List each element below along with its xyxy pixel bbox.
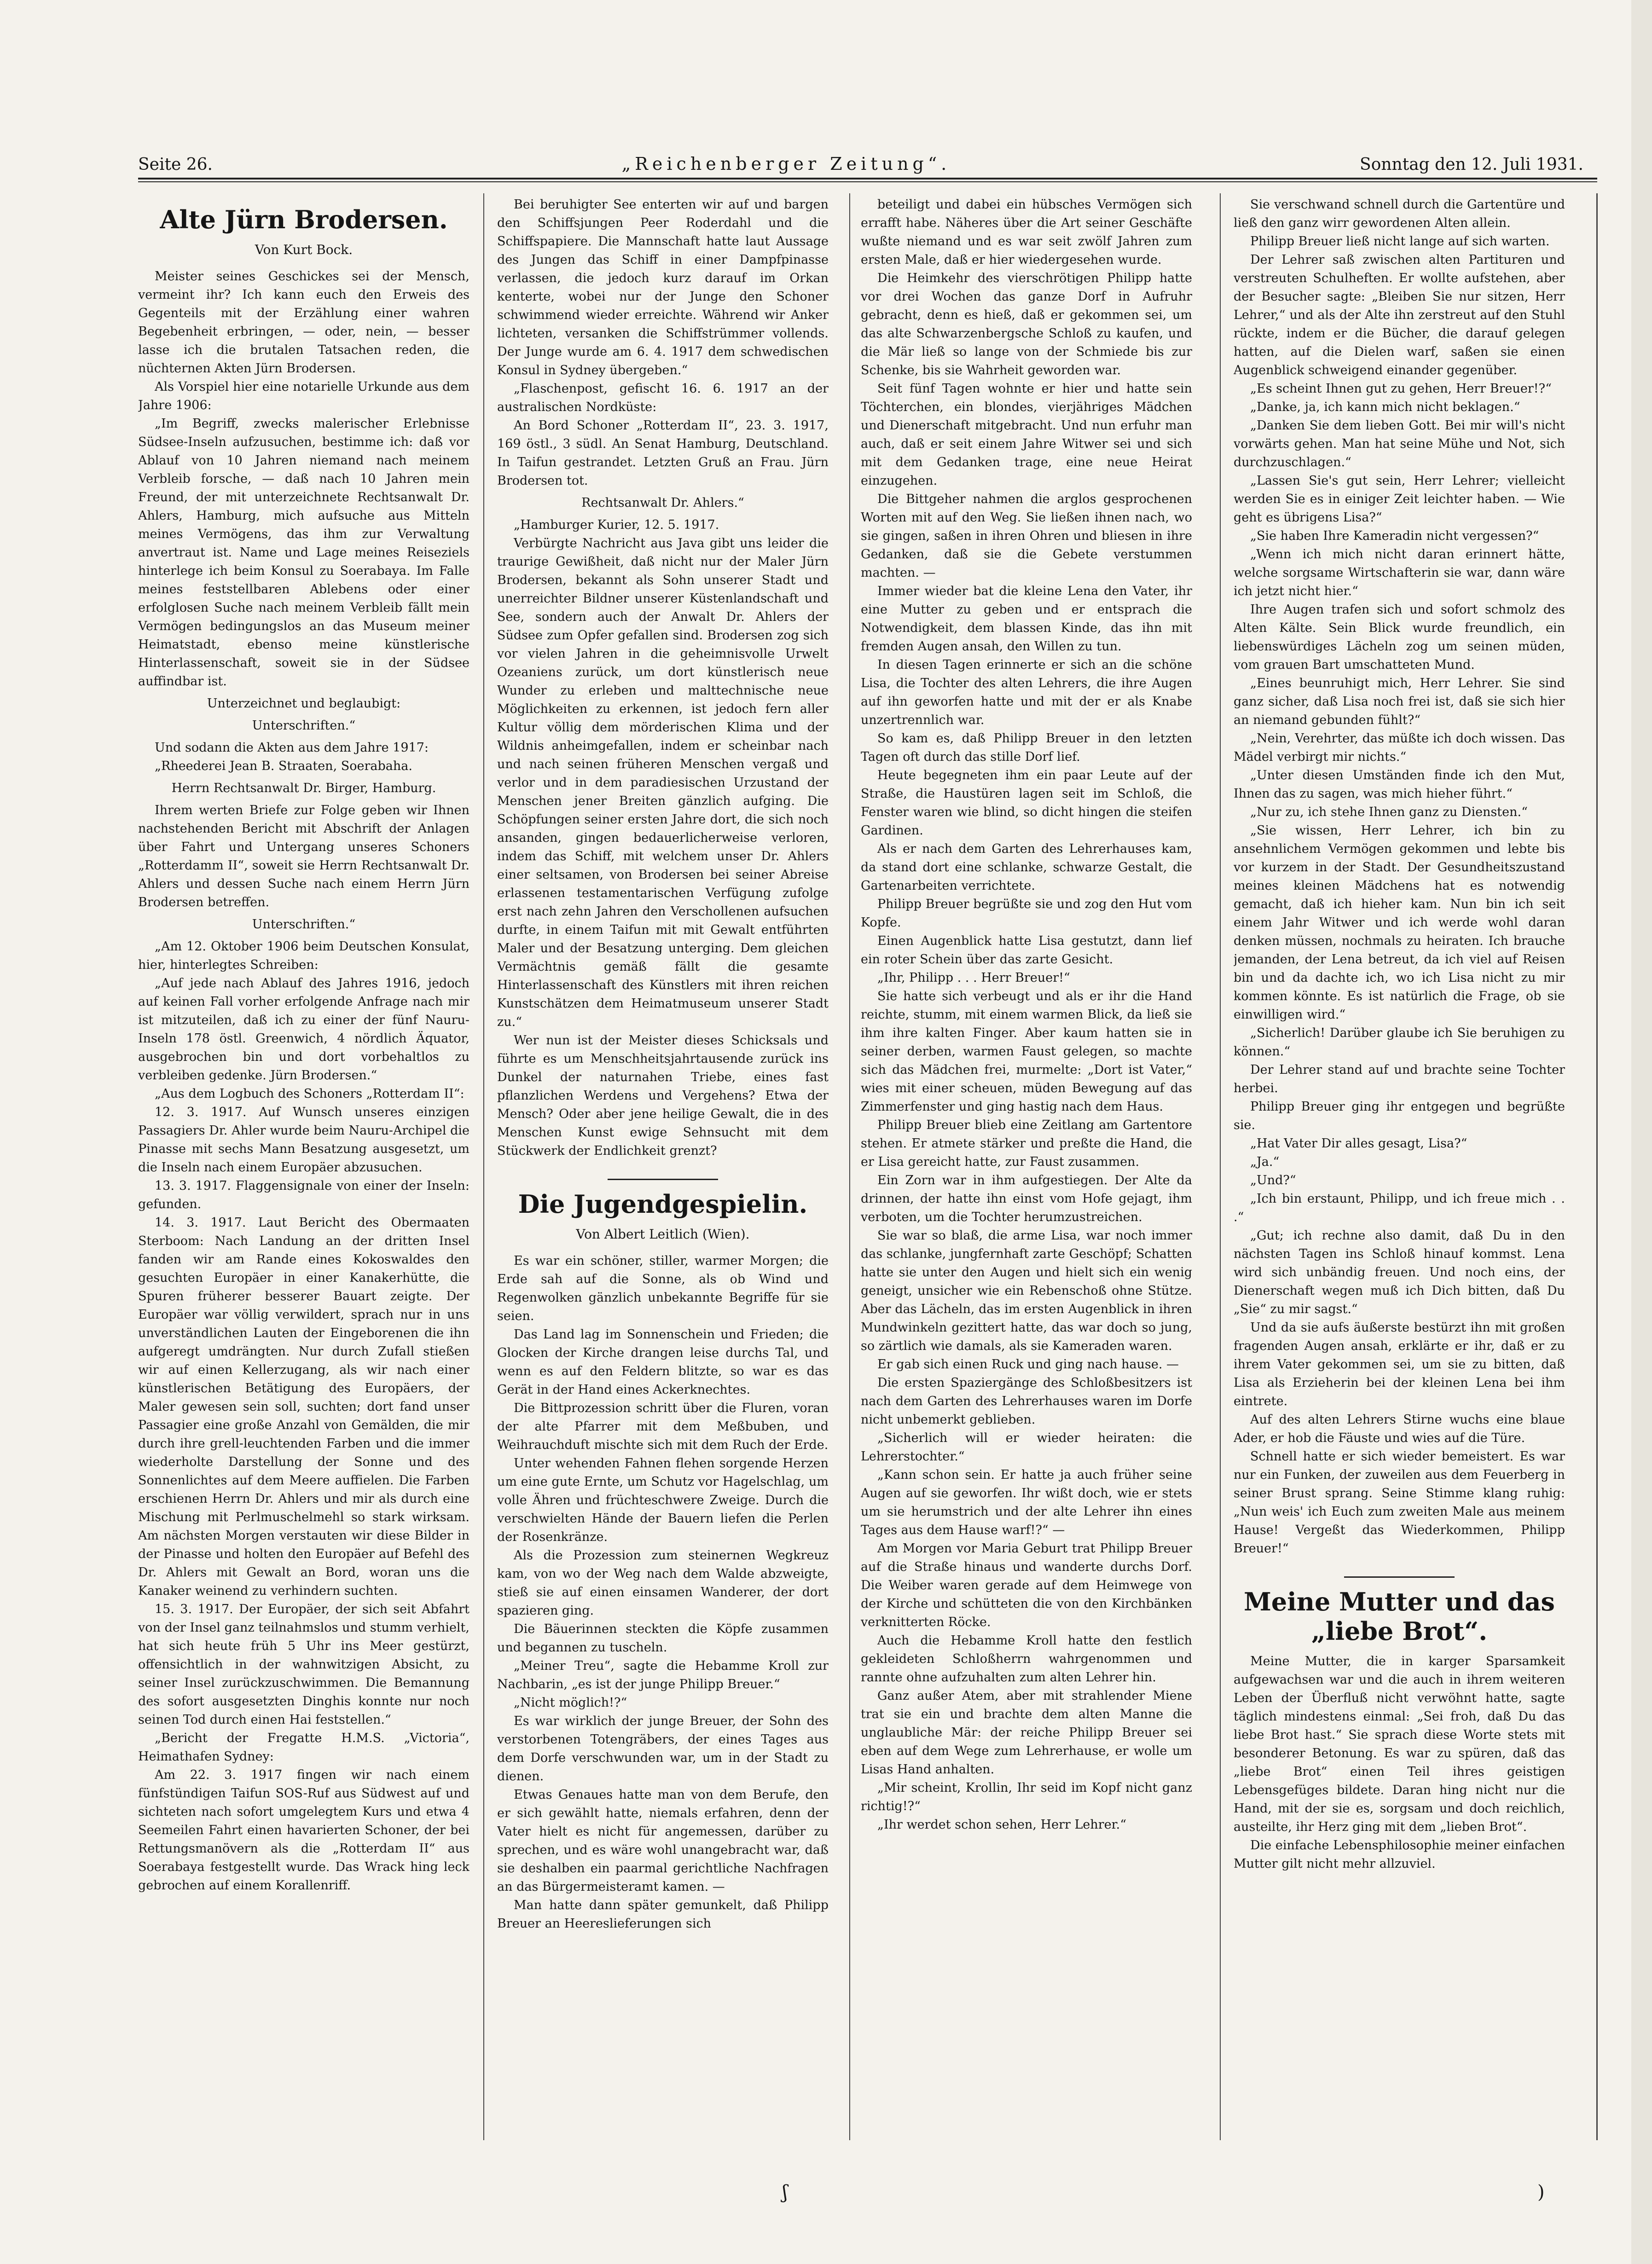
paragraph: 15. 3. 1917. Der Europäer, der sich seit Abfahrt von der Insel ganz teilnahmslos und stumm verhielt, hat sich heute früh 5 Uhr ins Meer gestürzt, offensichtlich in der wahnwitzigen Absicht, zu seiner Insel zurückzuschwimmen. Die Bemannung des sofort ausgesetzten Dinghis konnte nur noch seinen Tod durch einen Hai feststellen.“ [138,1602,470,1727]
paragraph: „Sie haben Ihre Kameradin nicht vergessen?“ [1250,529,1539,543]
column-rule [1596,193,1598,2140]
paragraph: Verbürgte Nachricht aus Java gibt uns leider die traurige Gewißheit, daß nicht nur der Maler Jürn Brodersen, bekannt als Sohn unserer Stadt und unerreichter Bildner unserer Küstenlandschaft und See, sondern auch der Anwalt Dr. Ahlers der Südsee zum Opfer gefallen sind. Brodersen zog sich vor vielen Jahren in die geheimnisvolle Urwelt Ozeaniens zurück, um dort künstlerisch neue Wunder zu erleben und malttechnische neue Möglichkeiten zu erkennen, ist jedoch fern aller Kultur völlig dem mörderischen Klima und der Wildnis anheimgefallen, indem er scheinbar nach und nach seinen früheren Menschen vergaß und verlor und in dem paradiesischen Urzustand der Menschen jener Breiten gänzlich aufging. Die Schöpfungen seiner ersten Jahre dort, die sich noch ansanden, gingen bedauerlicherweise verloren, indem das Schiff, mit welchem unser Dr. Ahlers einer seltsamen, von Brodersen bei seiner Abreise erlassenen testamentarischen Verfügung zufolge erst nach zehn Jahren den Verschollenen aufsuchen durfte, in einem Taifun mit mit Gewalt entführten Maler und der Besatzung unterging. Dem gleichen Vermächtnis gemäß fällt die gesamte Hinterlassenschaft des Künstlers mit ihren reichen Kunstschätzen dem Heimatmuseum unserer Stadt zu.“ [497,536,829,1029]
paragraph: Philipp Breuer ging ihr entgegen und begrüßte sie. [1234,1100,1565,1132]
paragraph: Die einfache Lebensphilosophie meiner einfachen Mutter gilt nicht mehr allzuviel. [1234,1838,1565,1871]
paragraph: Ihrem werten Briefe zur Folge geben wir Ihnen nachstehenden Bericht mit Abschrift der Anlagen über Fahrt und Untergang unseres Schoners „Rotterdamm II“, soweit sie Herrn Rechtsanwalt Dr. Ahlers und dessen Suche nach einem Herrn Jürn Brodersen betreffen. [138,803,470,909]
paragraph: Als Vorspiel hier eine notarielle Urkunde aus dem Jahre 1906: [138,380,470,412]
header-rule-thin [138,181,1597,182]
paragraph: Einen Augenblick hatte Lisa gestutzt, dann lief ein roter Schein über das zarte Gesicht. [861,934,1192,967]
paragraph: „Ich bin erstaunt, Philipp, und ich freue mich . . .“ [1234,1192,1565,1224]
masthead: „Reichenberger Zeitung“. [621,154,951,174]
paragraph: Er gab sich einen Ruck und ging nach hause. — [877,1357,1179,1372]
paragraph: „Meiner Treu“, sagte die Hebamme Kroll zur Nachbarin, „es ist der junge Philipp Breuer.“ [497,1659,829,1691]
paragraph: „Flaschenpost, gefischt 16. 6. 1917 an der australischen Nordküste: [497,382,829,414]
article-title: Alte Jürn Brodersen. [160,205,448,234]
issue-date: Sonntag den 12. Juli 1931. [1360,155,1583,174]
paragraph: In diesen Tagen erinnerte er sich an die schöne Lisa, die Tochter des alten Lehrers, die ihre Augen auf ihn geworfen hatte und mit der er als Knabe unzertrennlich war. [861,658,1192,727]
paragraph: Als er nach dem Garten des Lehrerhauses kam, da stand dort eine schlanke, schwarze Gestalt, die Gartenarbeiten verrichtete. [861,842,1192,893]
page-header [138,146,1583,174]
attestation: Unterzeichnet und beglaubigt: [207,696,401,711]
paragraph: Auf des alten Lehrers Stirne wuchs eine blaue Ader, er hob die Fäuste und wies auf die Türe. [1234,1413,1565,1445]
column-rule [1220,193,1221,2140]
paragraph: „Sicherlich! Darüber glaube ich Sie beruhigen zu können.“ [1234,1026,1565,1059]
paragraph: So kam es, daß Philipp Breuer in den letzten Tagen oft durch das stille Dorf lief. [861,731,1192,764]
paragraph: „Kann schon sein. Er hatte ja auch früher seine Augen auf sie geworfen. Ihr wißt doch, wie er stets um sie herumstrich und der alte Lehrer ihn eines Tages aus dem Hause warf!?“ — [861,1468,1192,1537]
paragraph: „Es scheint Ihnen gut zu gehen, Herr Breuer!?“ [1250,382,1552,396]
column-rule [849,193,850,2140]
paragraph: „Hat Vater Dir alles gesagt, Lisa?“ [1250,1136,1467,1151]
signatures: Unterschriften.“ [252,917,356,932]
paragraph: beteiligt und dabei ein hübsches Vermögen sich errafft habe. Näheres über die Art seiner Geschäfte wußte niemand und es war seit zwölf Jahren zum ersten Male, daß er hier wiedergesehen wurde. [861,197,1192,267]
paragraph: Als die Prozession zum steinernen Wegkreuz kam, von wo der Weg nach dem Walde abzweigte, stieß sie auf einen einsamen Wanderer, der dort spazieren ging. [497,1548,829,1618]
paragraph: Sie verschwand schnell durch die Gartentüre und ließ den ganz wirr gewordenen Alten allein. [1234,197,1565,230]
column-3 [861,196,1192,2138]
paragraph: „Nur zu, ich stehe Ihnen ganz zu Diensten.“ [1250,805,1528,819]
article-byline: Von Albert Leitlich (Wien). [576,1227,750,1242]
paragraph: „Und?“ [1250,1173,1296,1187]
paragraph: Philipp Breuer blieb eine Zeitlang am Gartentore stehen. Er atmete stärker und preßte die Hand, die er Lisa gereicht hatte, zur Faust zusammen. [861,1118,1192,1169]
paragraph: „Danken Sie dem lieben Gott. Bei mir will's nicht vorwärts gehen. Man hat seine Mühe und Not, sich durchzuschlagen.“ [1234,418,1565,469]
paragraph: „Auf jede nach Ablauf des Jahres 1916, jedoch auf keinen Fall vorher erfolgende Anfrage nach mir ist mitzuteilen, daß ich zu einer der fünf Nauru-Inseln 178 östl. Greenwich, 4 nördlich Äquator, ausgebrochen bin und dort vorbehaltlos zu verbleiben gedenke. Jürn Brodersen.“ [138,976,470,1083]
paragraph: Die Heimkehr des vierschrötigen Philipp hatte vor drei Wochen das ganze Dorf in Aufruhr gebracht, denn es hieß, daß er gekommen sei, um das alte Schwarzenbergsche Schloß zu kaufen, und die Mär ließ so lange von der Schmiede bis zur Schenke, bis sie Wahrheit geworden war. [861,271,1192,377]
paragraph: „Hamburger Kurier, 12. 5. 1917. [514,518,719,532]
address-line: Herrn Rechtsanwalt Dr. Birger, Hamburg. [171,781,436,795]
paragraph: „Eines beunruhigt mich, Herr Lehrer. Sie sind ganz sicher, daß Lisa noch frei ist, daß sie sich hier an niemand gebunden fühlt?“ [1234,676,1565,727]
paragraph: 13. 3. 1917. Flaggensignale von einer der Inseln: gefunden. [138,1179,470,1211]
paragraph: „Mir scheint, Krollin, Ihr seid im Kopf nicht ganz richtig!?“ [861,1781,1192,1813]
paragraph: Philipp Breuer ließ nicht lange auf sich warten. [1250,234,1550,249]
paragraph: „Bericht der Fregatte H.M.S. „Victoria“, Heimathafen Sydney: [138,1731,470,1764]
paragraph: Wer nun ist der Meister dieses Schicksals und führte es um Menschheitsjahrtausende zurück ins Dunkel der naturnahen Triebe, eines fast pflanzlichen Werdens und Vergehens? Etwa der Mensch? Oder aber jene heilige Gewalt, die in des Menschen Kunst ewige Sehnsucht mit dem Stückwerk der Endlichkeit grenzt? [497,1033,829,1158]
paragraph: Das Land lag im Sonnenschein und Frieden; die Glocken der Kirche drangen leise durchs Tal, und wenn es auf den Feldern blitzte, so war es das Gerät in der Hand eines Ackerknechtes. [497,1327,829,1397]
paragraph: „Sie wissen, Herr Lehrer, ich bin zu ansehnlichem Vermögen gekommen und lebte bis vor kurzem in der Stadt. Der Gesundheitszustand meines kleinen Mädchens hat es notwendig gemacht, daß ich hieher kam. Nun bin ich seit einem Jahr Witwer und ich werde wohl daran denken müssen, nochmals zu heiraten. Ich brauche jemanden, der Lena betreut, da ich viel auf Reisen bin und da dachte ich, wo ich Lisa nicht zu mir kommen könnte. Es ist natürlich die Frage, ob sie einwilligen wird.“ [1234,823,1565,1022]
article-divider [1344,1576,1455,1578]
paragraph: Die Bäuerinnen steckten die Köpfe zusammen und begannen zu tuscheln. [497,1622,829,1655]
paragraph: Heute begegneten ihm ein paar Leute auf der Straße, die Haustüren lagen seit im Schloß, die Fenster waren wie blind, so dicht hingen die steifen Gardinen. [861,768,1192,838]
scan-mark: ) [1537,2182,1545,2203]
paragraph: Man hatte dann später gemunkelt, daß Philipp Breuer an Heereslieferungen sich [497,1898,829,1931]
paragraph: 14. 3. 1917. Laut Bericht des Obermaaten Sterboom: Nach Landung an der dritten Insel fanden wir am Rande eines Kokoswaldes den gesuchten Europäer in einer Kanakerhütte, die Spuren früherer besserer Bauart zeigte. Der Europäer war völlig verwildert, sprach nur in uns unverständlichen Lauten der Eingeborenen die ihn aufgeregt umdrängten. Nur durch Zufall stießen wir auf einen Kellerzugang, als wir nach einer künstlerischen Betätigung des Europäers, der Maler gewesen sein soll, suchten; dort fand unser Passagier eine große Anzahl von Gemälden, die mir durch ihre grell-leuchtenden Farben und die immer wiederholte Darstellung der Sonne und des Sonnenlichtes auf dem Meere auffielen. Die Farben erschienen Herrn Dr. Ahlers und mir als durch eine Mischung mit Perlmuschelmehl so stark wirksam. Am nächsten Morgen verstauten wir diese Bilder in der Pinasse und holten den Europäer auf Befehl des Dr. Ahlers mit Gewalt an Bord, woran uns die Kanaker weinend zu verhindern suchten. [138,1216,470,1598]
paragraph: Ihre Augen trafen sich und sofort schmolz des Alten Kälte. Sein Blick wurde freundlich, ein liebenswürdiges Lächeln zog um seinen müden, vom grauen Bart umschatteten Mund. [1234,602,1565,672]
paragraph: „Aus dem Logbuch des Schoners „Rotterdam II“: [155,1087,464,1101]
paragraph: „Ihr, Philipp . . . Herr Breuer!“ [877,971,1070,985]
scan-mark: ʃ [783,2182,788,2203]
paragraph: „Lassen Sie's gut sein, Herr Lehrer; vielleicht werden Sie es in einiger Zeit leichter haben. — Wie geht es übrigens Lisa?“ [1234,474,1565,525]
paragraph: „Sicherlich will er wieder heiraten: die Lehrerstochter.“ [861,1431,1192,1464]
footer-marks [783,2182,1545,2203]
column-1 [138,196,470,2138]
signatures: Unterschriften.“ [252,718,356,733]
paragraph: „Unter diesen Umständen finde ich den Mut, Ihnen das zu sagen, was mich hieher führt.“ [1234,768,1565,801]
paragraph: Unter wehenden Fahnen flehen sorgende Herzen um eine gute Ernte, um Schutz vor Hagelschlag, um volle Ähren und früchteschwere Zweige. Durch die verschwielten Hände der Bauern liefen die Perlen der Rosenkränze. [497,1456,829,1544]
column-4 [1234,196,1565,2138]
paragraph: Es war ein schöner, stiller, warmer Morgen; die Erde sah auf die Sonne, als ob Wind und Regenwolken gänzlich unbekannte Begriffe für sie seien. [497,1254,829,1323]
paragraph: Immer wieder bat die kleine Lena den Vater, ihr eine Mutter zu geben und er entsprach die Notwendigkeit, dem blassen Kinde, das ihn mit fremden Augen ansah, den Willen zu tun. [861,584,1192,654]
paragraph: Am 22. 3. 1917 fingen wir nach einem fünfstündigen Taifun SOS-Ruf aus Südwest auf und sichteten nach sofort umgelegtem Kurs und etwa 4 Seemeilen Fahrt einen havarierten Schoner, der bei Rettungsmanövern als die „Rotterdam II“ aus Soerabaya festgestellt wurde. Das Wrack hing leck gebrochen auf einem Korallenriff. [138,1768,470,1893]
header-rule [138,178,1597,179]
paragraph: Sie war so blaß, die arme Lisa, war noch immer das schlanke, jungfernhaft zarte Geschöpf; Schatten hatte sie unter den Augen und hielt sich ein wenig geneigt, unsicher wie ein Rebenschoß ohne Stütze. Aber das Lächeln, das im ersten Augenblick in ihren Mundwinkeln gezittert hatte, das war doch so jung, so zärtlich wie damals, als sie Kameraden waren. [861,1228,1192,1353]
paragraph: Die ersten Spaziergänge des Schloßbesitzers ist nach dem Garten des Lehrerhauses waren im Dorfe nicht unbemerkt geblieben. [861,1376,1192,1427]
paragraph: Etwas Genaues hatte man von dem Berufe, den er sich gewählt hatte, niemals erfahren, denn der Vater hielt es nicht für angemessen, darüber zu sprechen, und es wäre wohl unangebracht war, daß sie deshalben ein paarmal gerichtliche Nachfragen an das Bürgermeisteramt kamen. — [497,1788,829,1894]
article-divider [608,1179,718,1180]
paragraph: Meine Mutter, die in karger Sparsamkeit aufgewachsen war und die auch in ihrem weiteren Leben der Überfluß nicht verwöhnt hatte, sagte täglich mindestens einmal: „Sei froh, daß Du das liebe Brot hast.“ Sie sprach diese Worte stets mit besonderer Betonung. Es war zu spüren, daß das „liebe Brot“ einen Teil ihres geistigen Lebensgefüges bildete. Daran hing nicht nur die Hand, mit der sie es, sorgsam und doch reichlich, austeilte, ihr Herz ging mit dem „lieben Brot“. [1234,1654,1565,1834]
paragraph: „Nicht möglich!?“ [514,1696,627,1710]
paragraph: Schnell hatte er sich wieder bemeistert. Es war nur ein Funken, der zuweilen aus dem Feuerberg in seiner Brust sprang. Seine Stimme klang ruhig: „Nun weis' ich Euch zum zweiten Male aus meinem Hause! Vergeßt das Wiederkommen, Philipp Breuer!“ [1234,1449,1565,1556]
column-2 [497,196,829,2138]
paragraph: „Danke, ja, ich kann mich nicht beklagen.“ [1250,400,1520,414]
article-title: Meine Mutter und das „liebe Brot“. [1244,1587,1555,1646]
paragraph: „Ja.“ [1250,1155,1280,1169]
signature: Rechtsanwalt Dr. Ahlers.“ [581,496,744,510]
paragraph: Die Bittgeher nahmen die arglos gesprochenen Worten mit auf den Weg. Sie ließen ihnen nach, wo sie gingen, saßen in ihren Ohren und bliesen in ihre Gedanken, daß sie die Gebete verstummen machten. — [861,492,1192,580]
column-rule [483,193,484,2140]
paragraph: Der Lehrer stand auf und brachte seine Tochter herbei. [1234,1063,1565,1095]
paragraph: Ein Zorn war in ihm aufgestiegen. Der Alte da drinnen, der hatte ihn einst vom Hofe gejagt, ihm verboten, um die Tochter herumzustreichen. [861,1173,1192,1224]
paragraph: „Gut; ich rechne also damit, daß Du in den nächsten Tagen ins Schloß hinauf kommst. Lena wird sich unbändig freuen. Und noch eins, der Dienerschaft wegen muß ich Dich bitten, daß Du „Sie“ zu mir sagst.“ [1234,1228,1565,1316]
paragraph: 12. 3. 1917. Auf Wunsch unseres einzigen Passagiers Dr. Ahler wurde beim Nauru-Archipel die Pinasse mit sechs Mann Besatzung ausgesetzt, um die Inseln nach einem Europäer abzusuchen. [138,1105,470,1175]
paragraph: Die Bittprozession schritt über die Fluren, voran der alte Pfarrer mit dem Meßbuben, und Weihrauchduft mischte sich mit dem Ruch der Erde. [497,1401,829,1452]
paragraph: Und sodann die Akten aus dem Jahre 1917: [155,741,429,755]
paragraph: Und da sie aufs äußerste bestürzt ihn mit großen fragenden Augen ansah, erklärte er ihr, daß er zu ihrem Vater gekommen sei, um sie zu bitten, daß Lisa als Erzieherin bei der kleinen Lena bei ihm eintrete. [1234,1320,1565,1408]
paragraph: Sie hatte sich verbeugt und als er ihr die Hand reichte, stumm, mit einem warmen Blick, da ließ sie ihm ihre kalten Finger. Aber kaum hatten sie in seiner derben, warmen Faust gelegen, so machte sich das Mädchen frei, murmelte: „Dort ist Vater,“ wies mit einer scheuen, müden Bewegung auf das Zimmerfenster und ging hastig nach dem Haus. [861,989,1192,1114]
paragraph: „Ihr werdet schon sehen, Herr Lehrer.“ [877,1818,1127,1832]
article-title: Die Jugendgespielin. [518,1189,808,1219]
paragraph: Philipp Breuer begrüßte sie und zog den Hut vom Kopfe. [861,897,1192,930]
page-number: Seite 26. [138,155,213,174]
paragraph: Seit fünf Tagen wohnte er hier und hatte sein Töchterchen, ein blondes, vierjähriges Mädchen und Dienerschaft mitgebracht. Und nun erfuhr man auch, daß er seit einem Jahre Witwer sei und sich mit dem Gedanken trage, eine neue Heirat einzugehen. [861,382,1192,488]
paragraph: Der Lehrer saß zwischen alten Partituren und verstreuten Schulheften. Er wollte aufstehen, aber der Besucher sagte: „Bleiben Sie nur sitzen, Herr Lehrer,“ und als der Alte ihn zerstreut auf den Stuhl rückte, indem er die Bücher, die darauf gelegen hatten, auf die Dielen warf, saßen sie einen Augenblick schweigend einander gegenüber. [1234,253,1565,377]
paragraph: „Wenn ich mich nicht daran erinnert hätte, welche sorgsame Wirtschafterin sie war, dann wäre ich jetzt nicht hier.“ [1234,547,1565,598]
paragraph: Es war wirklich der junge Breuer, der Sohn des verstorbenen Totengräbers, der eines Tages aus dem Dorfe verschwunden war, um in der Stadt zu dienen. [497,1714,829,1783]
address-line: „Rheederei Jean B. Straaten, Soerabaha. [155,759,412,773]
paragraph: Auch die Hebamme Kroll hatte den festlich gekleideten Schloßherrn wahrgenommen und rannte ohne aufzuhalten zum alten Lehrer hin. [861,1633,1192,1685]
paragraph: Am Morgen vor Maria Geburt trat Philipp Breuer auf die Straße hinaus und wanderte durchs Dorf. Die Weiber waren gerade auf dem Heimwege von der Kirche und schütteten die von den Kirchbänken verknitterten Röcke. [861,1541,1192,1629]
scan-edge [1631,0,1652,2264]
paragraph: „Am 12. Oktober 1906 beim Deutschen Konsulat, hier, hinterlegtes Schreiben: [138,939,470,972]
paragraph: An Bord Schoner „Rotterdam II“, 23. 3. 1917, 169 östl., 3 südl. An Senat Hamburg, Deutschland. In Taifun gestrandet. Letzten Gruß an Frau. Jürn Brodersen tot. [497,418,829,488]
article-byline: Von Kurt Bock. [255,242,353,257]
paragraph: Ganz außer Atem, aber mit strahlender Miene trat sie ein und brachte dem alten Manne die unglaubliche Mär: der reiche Philipp Breuer sei eben auf dem Wege zum Lehrerhause, er wolle um Lisas Hand anhalten. [861,1689,1192,1777]
paragraph: Bei beruhigter See enterten wir auf und bargen den Schiffsjungen Peer Roderdahl und die Schiffspapiere. Die Mannschaft hatte laut Aussage des Jungen das Schiff in einer Dampfpinasse verlassen, die jedoch kurz darauf im Orkan kenterte, wobei nur der Junge den Schoner schwimmend wieder erreichte. Während wir Anker lichteten, versanken die Schiffstrümmer vollends. Der Junge wurde am 6. 4. 1917 dem schwedischen Konsul in Sydney übergeben.“ [497,197,829,377]
paragraph: „Im Begriff, zwecks malerischer Erlebnisse Südsee-Inseln aufzusuchen, bestimme ich: daß vor Ablauf von 10 Jahren niemand nach meinem Verbleib forsche, — daß nach 10 Jahren mein Freund, der mit unterzeichnete Rechtsanwalt Dr. Ahlers, Hamburg, mich aufsuche aus Mitteln meines Vermögens, das ihm zur Verwaltung anvertraut ist. Name und Lage meines Reiseziels hinterlege ich beim Konsul zu Soerabaya. Im Falle meines feststellbaren Ablebens oder einer erfolglosen Suche nach meinem Verbleib fällt mein Vermögen bedingungslos an das Museum meiner Heimatstadt, ebenso meine künstlerische Hinterlassenschaft, soweit sie in der Südsee auffindbar ist. [138,417,470,689]
paragraph: Meister seines Geschickes sei der Mensch, vermeint ihr? Ich kann euch den Erweis des Gegenteils mit der Erzählung einer wahren Begebenheit erbringen, — oder, nein, — besser lasse ich die brutalen Tatsachen reden, die nüchternen Akten Jürn Brodersen. [138,269,470,376]
paragraph: „Nein, Verehrter, das müßte ich doch wissen. Das Mädel verbirgt mir nichts.“ [1234,731,1565,764]
